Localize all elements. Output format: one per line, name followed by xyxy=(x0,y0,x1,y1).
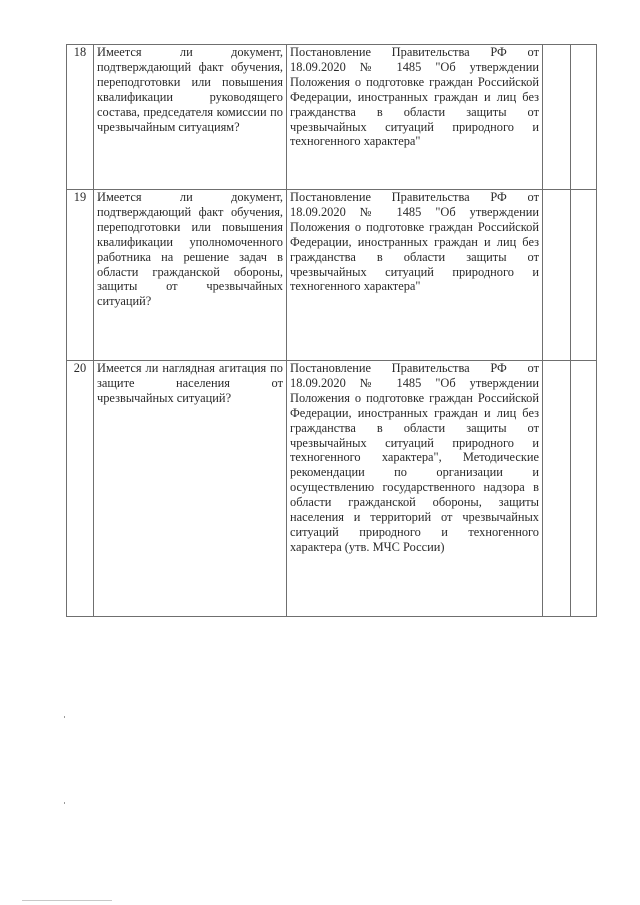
row-number: 20 xyxy=(67,361,94,617)
row-number: 18 xyxy=(67,45,94,190)
answer-cell-yes xyxy=(543,45,571,190)
scan-speck xyxy=(64,716,65,718)
table-row xyxy=(67,361,597,617)
scan-speck xyxy=(22,900,112,901)
answer-cell-yes xyxy=(543,361,571,617)
answer-cell-no xyxy=(571,190,597,361)
answer-cell-no xyxy=(571,361,597,617)
row-number: 19 xyxy=(67,190,94,361)
scan-speck xyxy=(64,802,65,804)
legal-basis-text: Постановление Правительства РФ от 18.09.2020 № 1485 "Об утверждении Положения о подготовке граждан Российской Федерации, иностранных граждан и лиц без гражданства в области защиты от чрезвычайных ситуаций природного и техногенного характера" xyxy=(287,190,543,361)
question-text: Имеется ли наглядная агитация по защите населения от чрезвычайных ситуаций? xyxy=(94,361,287,617)
checklist-table xyxy=(66,44,597,617)
answer-cell-no xyxy=(571,45,597,190)
table-row xyxy=(67,190,597,361)
legal-basis-text: Постановление Правительства РФ от 18.09.2020 № 1485 "Об утверждении Положения о подготовке граждан Российской Федерации, иностранных граждан и лиц без гражданства в области защиты от чрезвычайных ситуаций природного и техногенного характера" xyxy=(287,45,543,190)
answer-cell-yes xyxy=(543,190,571,361)
question-text: Имеется ли документ, подтверждающий факт обучения, переподготовки или повышения квалификации уполномоченного работника на решение задач в области гражданской обороны, защиты от чрезвычайных ситуаций? xyxy=(94,190,287,361)
question-text: Имеется ли документ, подтверждающий факт обучения, переподготовки или повышения квалификации руководящего состава, председателя комиссии по чрезвычайным ситуациям? xyxy=(94,45,287,190)
table-row xyxy=(67,45,597,190)
legal-basis-text: Постановление Правительства РФ от 18.09.2020 № 1485 "Об утверждении Положения о подготовке граждан Российской Федерации, иностранных граждан и лиц без гражданства в области защиты от чрезвычайных ситуаций природного и техногенного характера", Методические рекомендации по организации и осуществлению государственного надзора в области гражданской обороны, защиты населения и территорий от чрезвычайных ситуаций природного и техногенного характера (утв. МЧС России) xyxy=(287,361,543,617)
